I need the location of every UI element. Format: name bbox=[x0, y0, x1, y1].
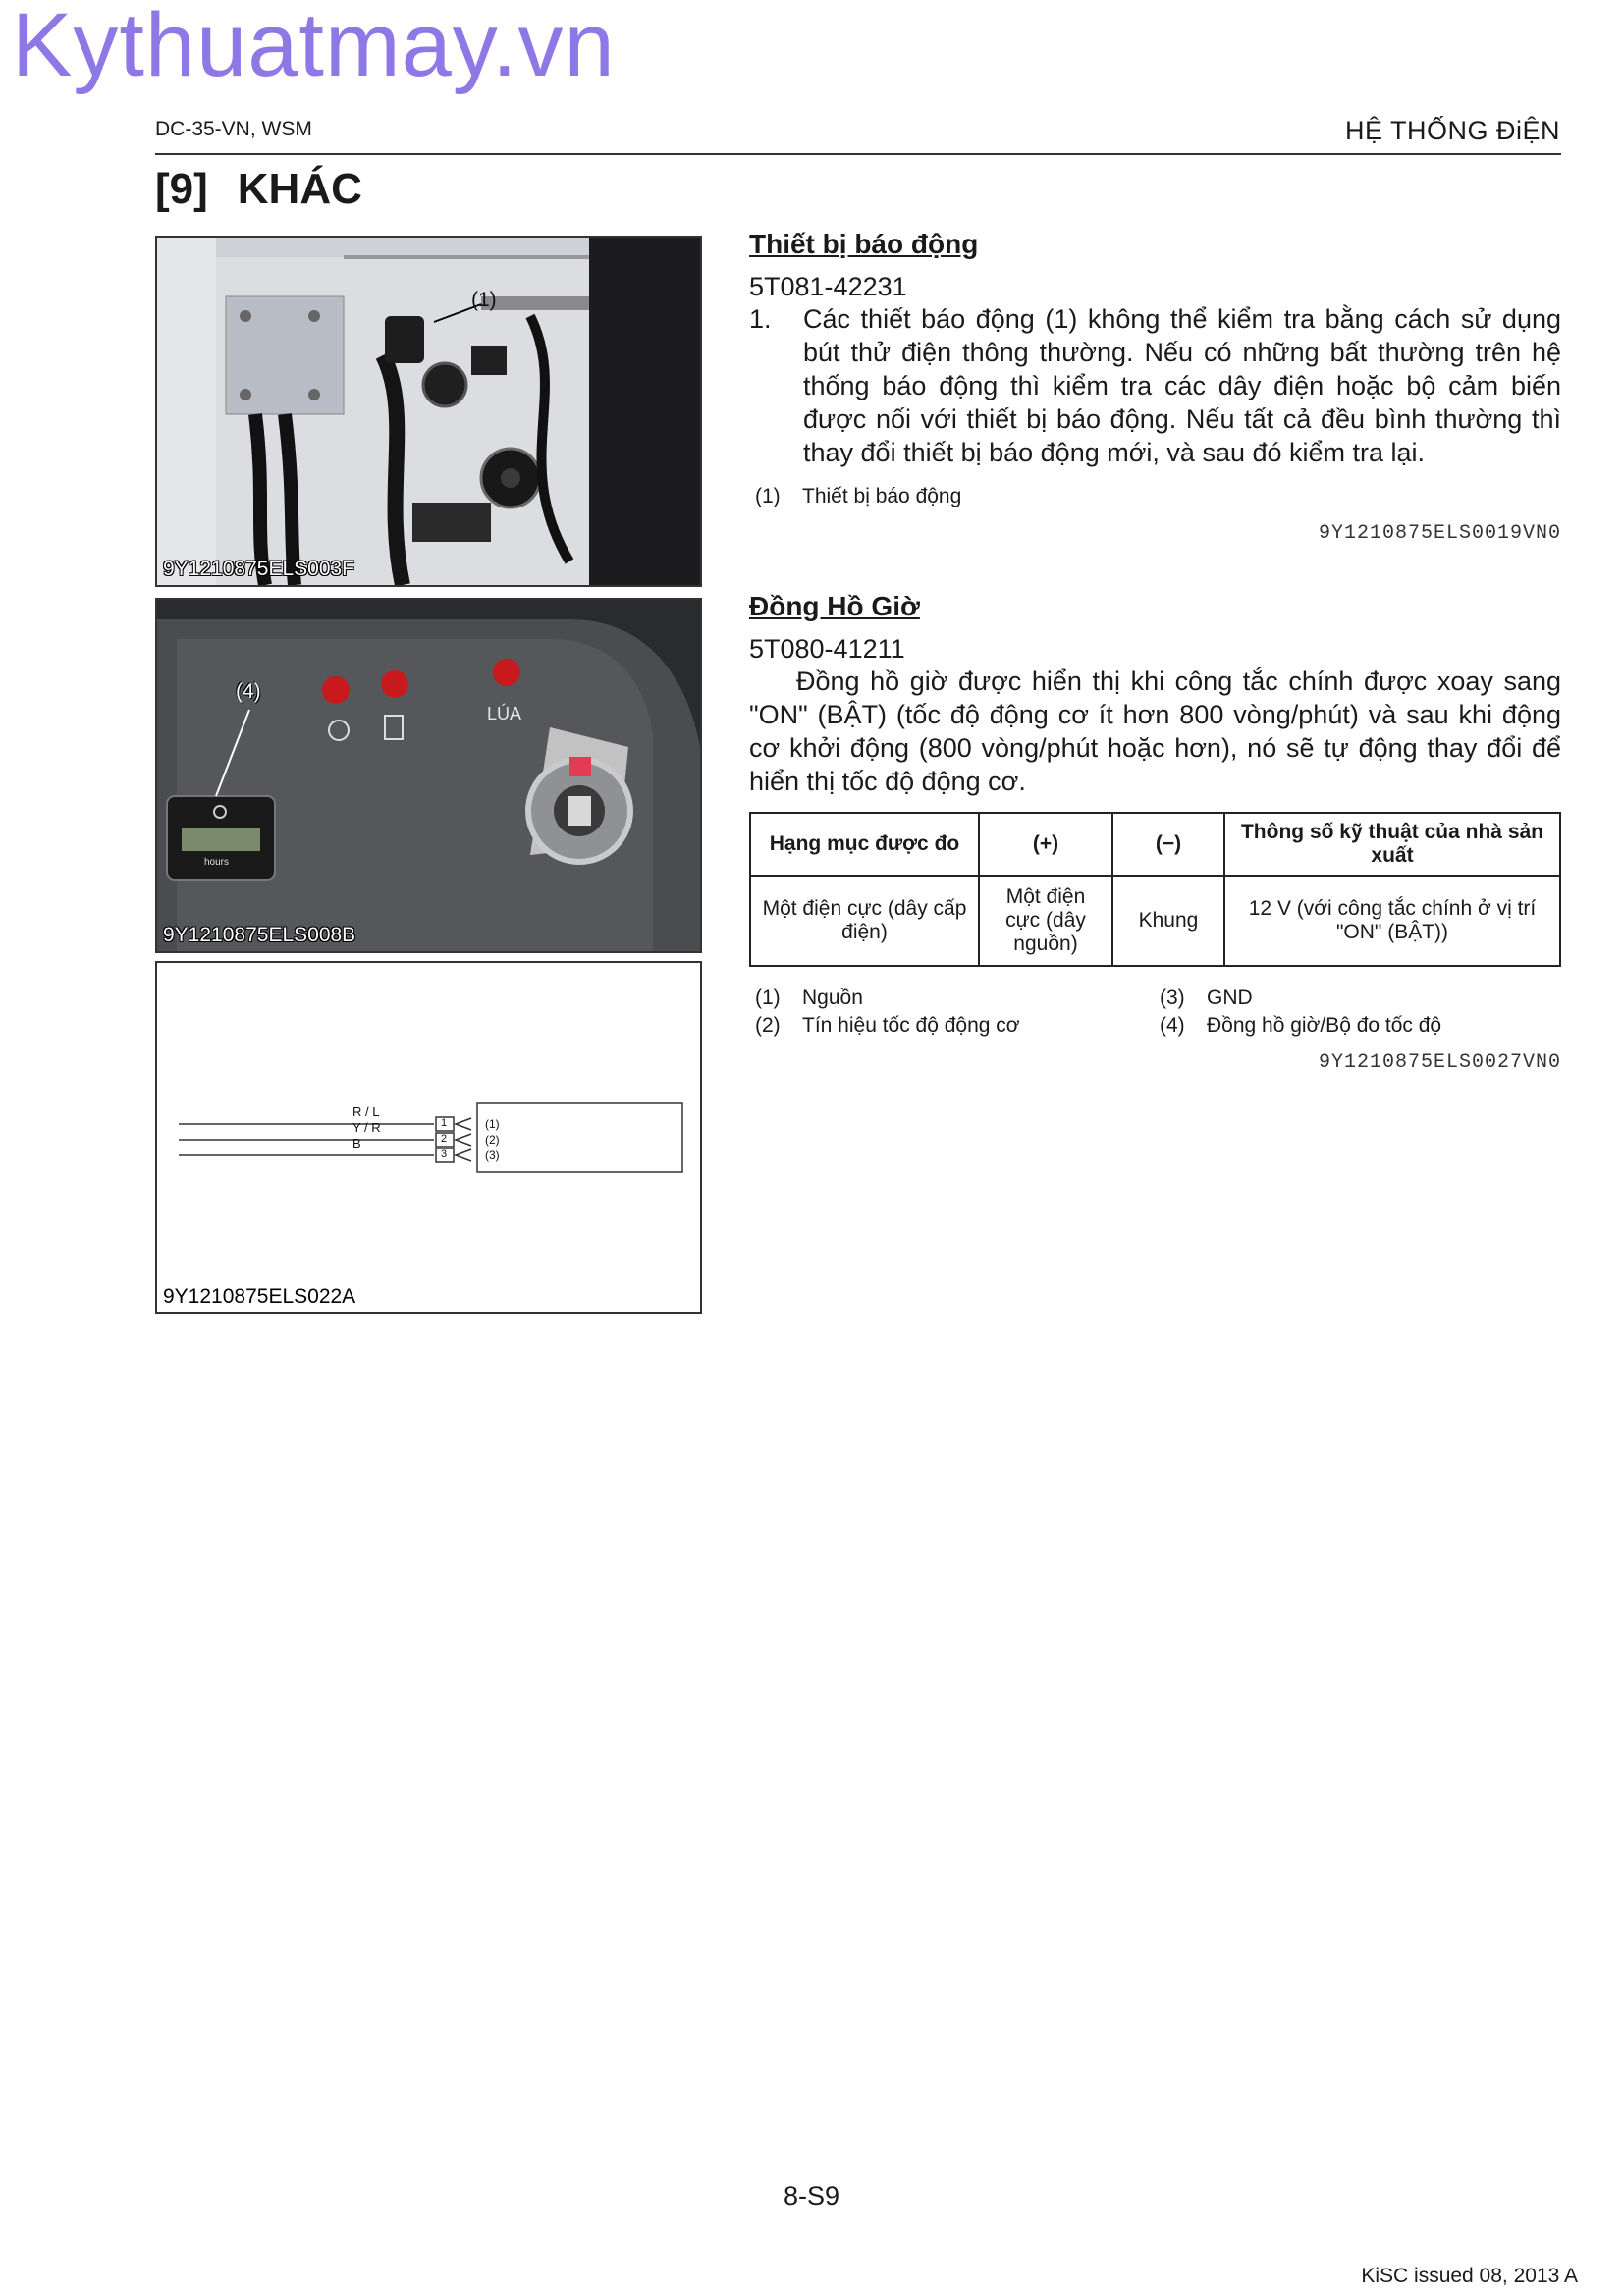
wiring-diagram bbox=[157, 963, 700, 1312]
figure-label: 9Y1210875ELS008B bbox=[163, 924, 356, 946]
spec-table bbox=[749, 812, 1561, 967]
spec-header-plus: (+) bbox=[979, 813, 1112, 876]
hourmeter-code: 5T080-41211 bbox=[749, 634, 905, 664]
spec-header-item: Hạng mục được đo bbox=[750, 813, 979, 876]
legend-text: Tín hiệu tốc độ động cơ bbox=[802, 1014, 1020, 1037]
hourmeter-reference-code: 9Y1210875ELS0027VN0 bbox=[1318, 1051, 1561, 1074]
spec-table-row bbox=[750, 876, 1560, 966]
section-title bbox=[155, 165, 362, 214]
spec-table-header-row bbox=[750, 813, 1560, 876]
legend-key: (4) bbox=[1160, 1014, 1185, 1037]
wire-label-3: B bbox=[352, 1136, 361, 1150]
figure-label: 9Y1210875ELS022A bbox=[163, 1285, 356, 1308]
alarm-title: Thiết bị báo động bbox=[749, 229, 979, 259]
page-number: 8-S9 bbox=[783, 2181, 840, 2211]
figure-hourmeter-photo bbox=[155, 598, 702, 953]
alarm-legend-text: Thiết bị báo động bbox=[802, 485, 962, 507]
wire-label-1: R / L bbox=[352, 1104, 380, 1119]
legend-item bbox=[1160, 1014, 1567, 1038]
meter-unit-text: hours bbox=[204, 857, 230, 868]
alarm-legend-key: (1) bbox=[755, 485, 781, 507]
figure-alarm-photo bbox=[155, 236, 702, 587]
alarm-code: 5T081-42231 bbox=[749, 272, 907, 301]
header-chapter-title: HỆ THỐNG ĐiỆN bbox=[1344, 116, 1560, 145]
hourmeter-photo-illustration bbox=[157, 600, 700, 951]
alarm-step-text: Các thiết báo động (1) không thể kiểm tra bằng cách sử dụng bút thử điện thông thường. Nếu có những bất thường trên hệ thống báo động thì kiểm tra các dây điện hoặc bộ cảm biến được nối với thiết bị báo động. Nếu tất cả đều bình thường thì thay đổi thiết bị báo động mới, và sau đó kiểm tra lại. bbox=[803, 304, 1561, 467]
legend-item bbox=[755, 987, 1160, 1010]
wire-label-2: Y / R bbox=[352, 1120, 381, 1135]
hourmeter-legend bbox=[749, 987, 1561, 1038]
legend-item bbox=[755, 1014, 1160, 1038]
figure-label: 9Y1210875ELS003F bbox=[163, 558, 354, 580]
hourmeter-title: Đồng Hồ Giờ bbox=[749, 591, 920, 621]
pin-label-2: (2) bbox=[485, 1133, 500, 1147]
header-rule bbox=[155, 153, 1561, 155]
legend-key: (2) bbox=[755, 1014, 781, 1037]
issue-note: KiSC issued 08, 2013 A bbox=[1361, 2265, 1578, 2287]
figure-wiring-diagram bbox=[155, 961, 702, 1314]
legend-key: (1) bbox=[755, 987, 781, 1009]
legend-text: Đồng hồ giờ/Bộ đo tốc độ bbox=[1207, 1014, 1442, 1037]
legend-text: Nguồn bbox=[802, 987, 863, 1009]
legend-text: GND bbox=[1207, 987, 1253, 1009]
header-doc-code: DC-35-VN, WSM bbox=[155, 118, 312, 140]
alarm-legend bbox=[749, 485, 1561, 508]
pin-number-2: 2 bbox=[441, 1133, 448, 1145]
alarm-callout-1: (1) bbox=[471, 289, 497, 311]
pin-label-3: (3) bbox=[485, 1148, 500, 1162]
watermark: Kythuatmay.vn bbox=[12, 0, 616, 95]
alarm-reference-code: 9Y1210875ELS0019VN0 bbox=[1318, 522, 1561, 545]
spec-cell-minus: Khung bbox=[1112, 876, 1224, 966]
hourmeter-callout-4: (4) bbox=[236, 680, 261, 703]
spec-cell-manufacturer: 12 V (với công tắc chính ở vị trí "ON" (BẬT)) bbox=[1224, 876, 1560, 966]
spec-cell-item: Một điện cực (dây cấp điện) bbox=[750, 876, 979, 966]
legend-key: (3) bbox=[1160, 987, 1185, 1009]
spec-cell-plus: Một điện cực (dây nguồn) bbox=[979, 876, 1112, 966]
alarm-step-number: 1. bbox=[749, 304, 772, 334]
alarm-section bbox=[749, 229, 1561, 545]
section-number: [9] bbox=[155, 165, 208, 213]
section-heading: KHÁC bbox=[237, 165, 362, 213]
alarm-photo-illustration bbox=[157, 238, 700, 585]
legend-item bbox=[1160, 987, 1567, 1010]
panel-text: LÚA bbox=[487, 704, 522, 723]
pin-label-1: (1) bbox=[485, 1117, 500, 1131]
pin-number-3: 3 bbox=[441, 1148, 448, 1160]
hourmeter-section bbox=[749, 591, 1561, 1074]
spec-header-minus: (−) bbox=[1112, 813, 1224, 876]
pin-number-1: 1 bbox=[441, 1117, 448, 1129]
spec-header-manufacturer: Thông số kỹ thuật của nhà sản xuất bbox=[1224, 813, 1560, 876]
hourmeter-text: Đồng hồ giờ được hiển thị khi công tắc chính được xoay sang "ON" (BẬT) (tốc độ động cơ ít hơn 800 vòng/phút) và sau khi động cơ khởi động (800 vòng/phút hoặc hơn), nó sẽ tự động thay đổi để hiển thị tốc độ động cơ. bbox=[749, 667, 1561, 796]
alarm-step bbox=[749, 302, 1561, 469]
